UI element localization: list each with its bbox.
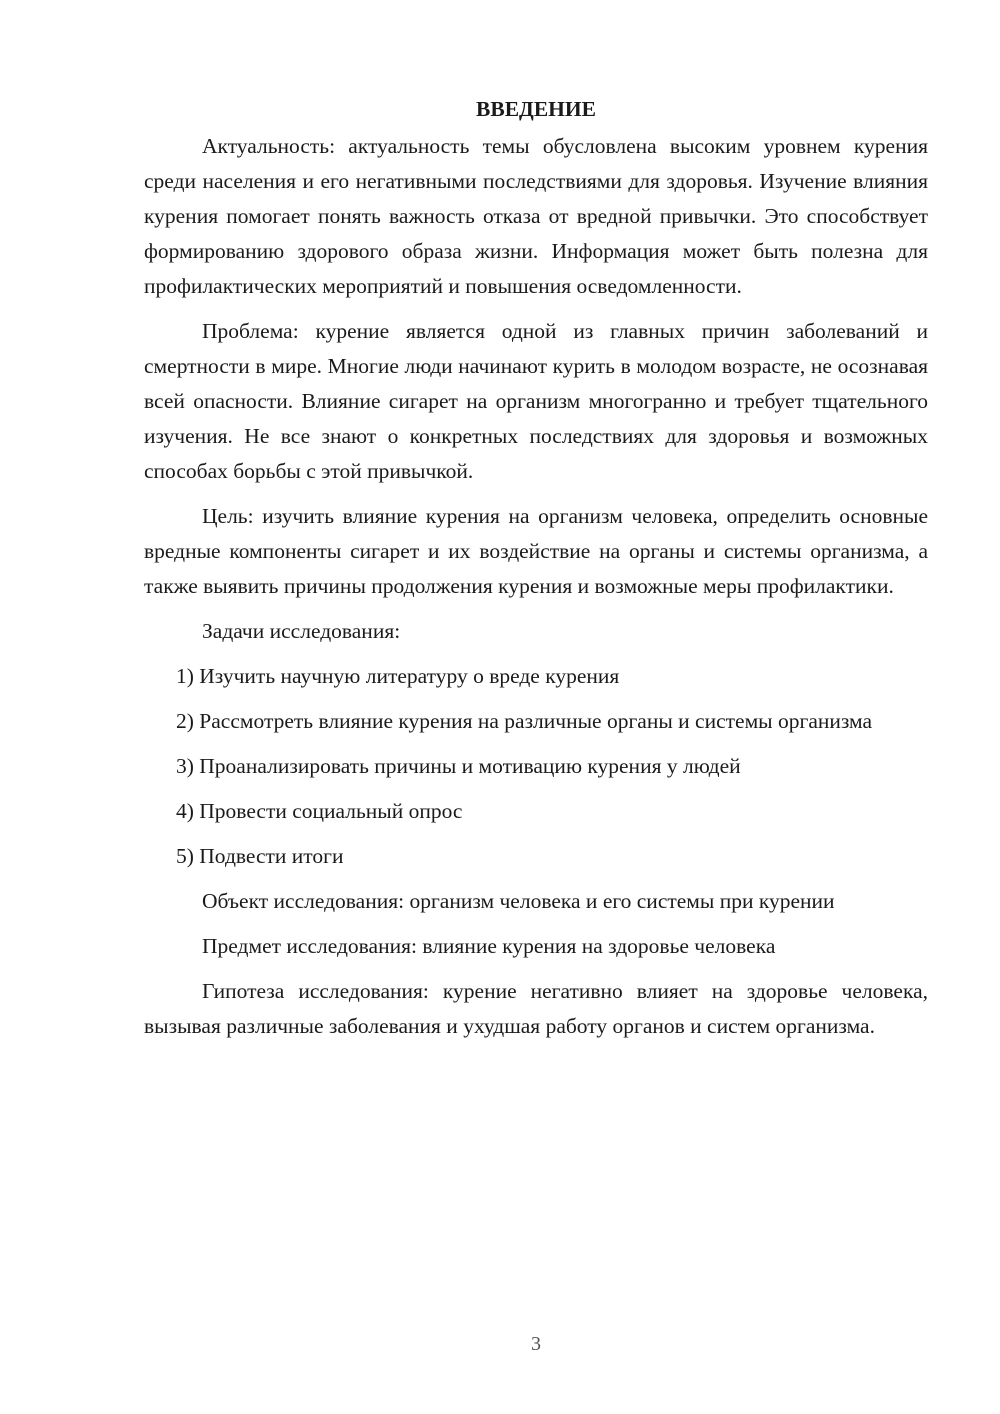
document-page [144,92,928,1054]
relevance-paragraph: Актуальность: актуальность темы обусловлена высоким уровнем курения среди населения и его негативными последствиями для здоровья. Изучение влияния курения помогает понять важность отказа от вредной привычки. Это способствует формированию здорового образа жизни. Информация может быть полезна для профилактических мероприятий и повышения осведомленности. [144,134,928,298]
document-heading: ВВЕДЕНИЕ [476,97,596,121]
task-item-5: 5) Подвести итоги [176,844,344,868]
problem-paragraph: Проблема: курение является одной из главных причин заболеваний и смертности в мире. Многие люди начинают курить в молодом возрасте, не осознавая всей опасности. Влияние сигарет на организм многогранно и требует тщательного изучения. Не все знают о конкретных последствиях для здоровья и возможных способах борьбы с этой привычкой. [144,319,928,483]
subject-paragraph: Предмет исследования: влияние курения на здоровье человека [202,934,776,958]
goal-paragraph: Цель: изучить влияние курения на организм человека, определить основные вредные компоненты сигарет и их воздействие на органы и системы организма, а также выявить причины продолжения курения и возможные меры профилактики. [144,504,928,598]
task-item-3: 3) Проанализировать причины и мотивацию курения у людей [176,754,741,778]
task-item-2: 2) Рассмотреть влияние курения на различные органы и системы организма [176,709,873,733]
task-item-1: 1) Изучить научную литературу о вреде курения [176,664,620,688]
hypothesis-paragraph: Гипотеза исследования: курение негативно влияет на здоровье человека, вызывая различные заболевания и ухудшая работу органов и систем организма. [144,979,928,1038]
tasks-label: Задачи исследования: [202,619,401,643]
object-paragraph: Объект исследования: организм человека и его системы при курении [202,889,835,913]
task-item-4: 4) Провести социальный опрос [176,799,463,823]
page-number: 3 [531,1333,541,1355]
